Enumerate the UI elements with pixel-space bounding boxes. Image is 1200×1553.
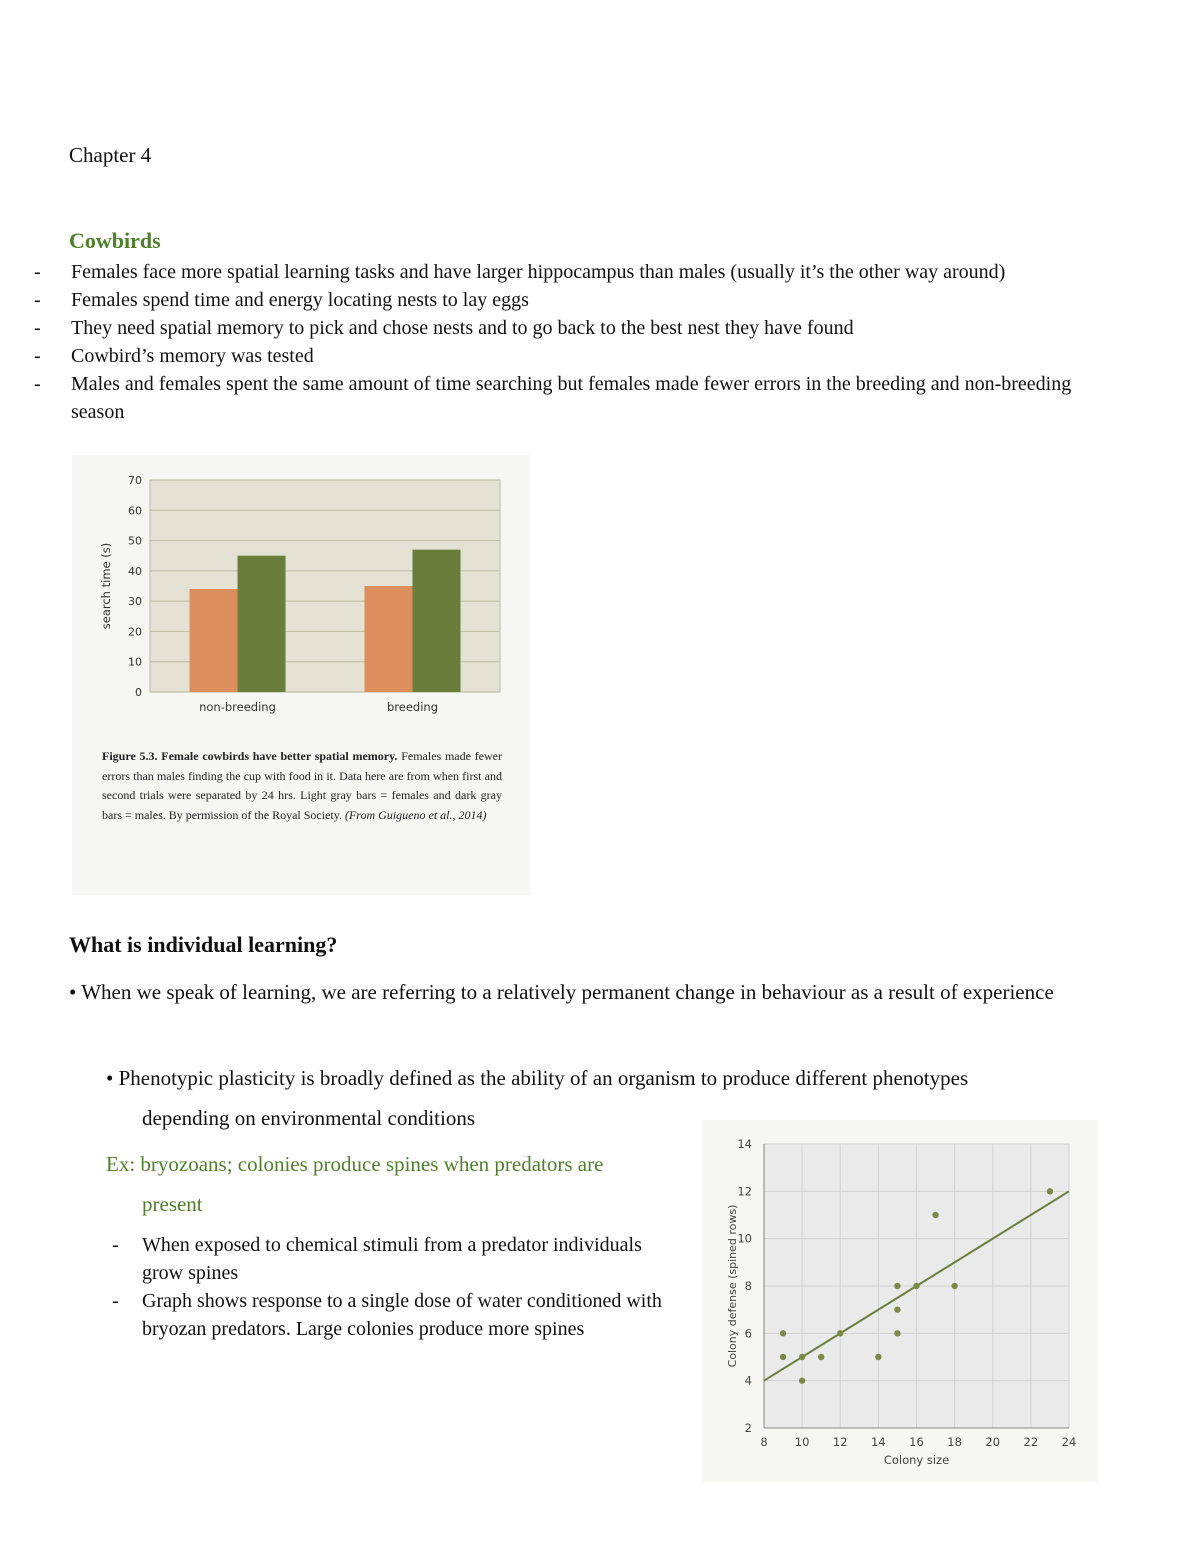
y-tick-label: 4 (744, 1373, 752, 1388)
bullet-marker: - (34, 289, 41, 311)
list-item (0, 1231, 662, 1287)
bullet-text: Graph shows response to a single dose of water conditioned with bryozan predators. Large colonies produce more spines (142, 1290, 662, 1340)
bullet-text: When exposed to chemical stimuli from a predator individuals grow spines (142, 1234, 642, 1284)
list-item (0, 286, 1121, 314)
bryozoan-example (106, 1144, 686, 1224)
x-tick-label: 8 (760, 1435, 768, 1449)
data-point (837, 1330, 843, 1336)
bullet-marker: - (34, 345, 41, 367)
bullet-marker: - (34, 261, 41, 283)
bullet-text: Females spend time and energy locating nests to lay eggs (71, 289, 529, 311)
x-tick-label: 22 (1023, 1435, 1039, 1449)
data-point (799, 1354, 805, 1360)
colony-defense-figure (702, 1120, 1098, 1482)
bullet-marker: - (112, 1290, 119, 1312)
data-point (932, 1212, 938, 1218)
x-tick-label: 20 (985, 1435, 1001, 1449)
caption-title: Figure 5.3. Female cowbirds have better spatial memory. (102, 749, 398, 763)
data-point (951, 1283, 957, 1289)
y-tick-label: 2 (744, 1421, 752, 1435)
x-tick-label: 18 (947, 1435, 962, 1449)
x-tick-label: 14 (871, 1435, 886, 1449)
data-point (799, 1377, 805, 1383)
bar-males (413, 550, 461, 692)
data-point (894, 1330, 900, 1336)
cowbirds-bullet-list (0, 258, 1121, 426)
data-point (875, 1354, 881, 1360)
bullet-text: Cowbird’s memory was tested (71, 345, 314, 367)
caption-body: Females made fewer errors than males finding the cup with food in it. Data here are from when first and second trials were separated by 24 hrs. Light gray bars = females and dark gray bars = males. By permission of the Royal Society. (102, 749, 502, 822)
data-point (780, 1354, 786, 1360)
data-point (894, 1283, 900, 1289)
data-point (894, 1306, 900, 1312)
x-tick-label: 10 (794, 1435, 810, 1449)
y-tick-label: 70 (128, 474, 142, 487)
x-axis-label: Colony size (883, 1453, 950, 1467)
x-tick-label: 16 (909, 1435, 924, 1449)
y-tick-label: 40 (128, 564, 142, 578)
y-tick-label: 6 (744, 1326, 752, 1341)
list-item (0, 314, 1121, 342)
search-time-figure (72, 455, 530, 895)
y-tick-label: 50 (128, 534, 142, 548)
bar-males (238, 556, 286, 692)
y-tick-label: 0 (135, 686, 142, 699)
data-point (913, 1283, 919, 1289)
y-tick-label: 60 (128, 504, 142, 518)
bullet-marker: - (34, 373, 41, 395)
cowbirds-heading: Cowbirds (69, 228, 161, 253)
list-item (0, 370, 1121, 426)
bullet-marker: - (112, 1234, 119, 1256)
bar-females (365, 586, 413, 692)
bullet-text: Males and females spent the same amount of time searching but females made fewer errors in the breeding and non-breeding season (71, 373, 1072, 423)
data-point (1047, 1188, 1053, 1194)
y-axis-label: search time (s) (99, 542, 113, 630)
individual-learning-heading: What is individual learning? (69, 932, 338, 957)
example-line-2: present (142, 1192, 203, 1216)
list-item (0, 1287, 662, 1343)
bryozoan-bullet-list (0, 1231, 662, 1343)
x-tick-label: breeding (386, 700, 439, 714)
bullet-text: They need spatial memory to pick and chose nests and to go back to the best nest they have found (71, 317, 854, 339)
plasticity-line-1: • Phenotypic plasticity is broadly defined as the ability of an organism to produce different phenotypes (106, 1066, 969, 1090)
x-tick-label: 12 (832, 1435, 848, 1449)
y-tick-label: 14 (737, 1137, 752, 1151)
figure-caption (102, 747, 502, 825)
list-item (0, 342, 1121, 370)
example-line-1: Ex: bryozoans; colonies produce spines when predators are (106, 1152, 604, 1176)
chapter-title: Chapter 4 (69, 143, 152, 167)
learning-definition: • When we speak of learning, we are referring to a relatively permanent change in behaviour as a result of experience (69, 980, 1054, 1004)
y-tick-label: 10 (128, 655, 142, 669)
plasticity-line-2: depending on environmental conditions (142, 1106, 476, 1130)
colony-defense-scatter-chart (702, 1120, 1098, 1482)
y-tick-label: 20 (128, 625, 142, 639)
bullet-marker: - (34, 317, 41, 339)
search-time-bar-chart (72, 455, 530, 725)
data-point (818, 1354, 824, 1360)
bar-females (190, 589, 238, 692)
bullet-text: Females face more spatial learning tasks and have larger hippocampus than males (usually it’s the other way around) (71, 261, 1006, 283)
data-point (780, 1330, 786, 1336)
x-tick-label: non-breeding (199, 700, 276, 714)
list-item (0, 258, 1121, 286)
y-axis-label: Colony defense (spined rows) (726, 1204, 739, 1368)
caption-source: (From Guigueno et al., 2014) (344, 807, 487, 822)
y-tick-label: 30 (128, 595, 142, 609)
x-tick-label: 24 (1061, 1435, 1077, 1449)
y-tick-label: 8 (744, 1279, 752, 1293)
y-tick-label: 10 (737, 1231, 752, 1246)
y-tick-label: 12 (737, 1184, 752, 1199)
